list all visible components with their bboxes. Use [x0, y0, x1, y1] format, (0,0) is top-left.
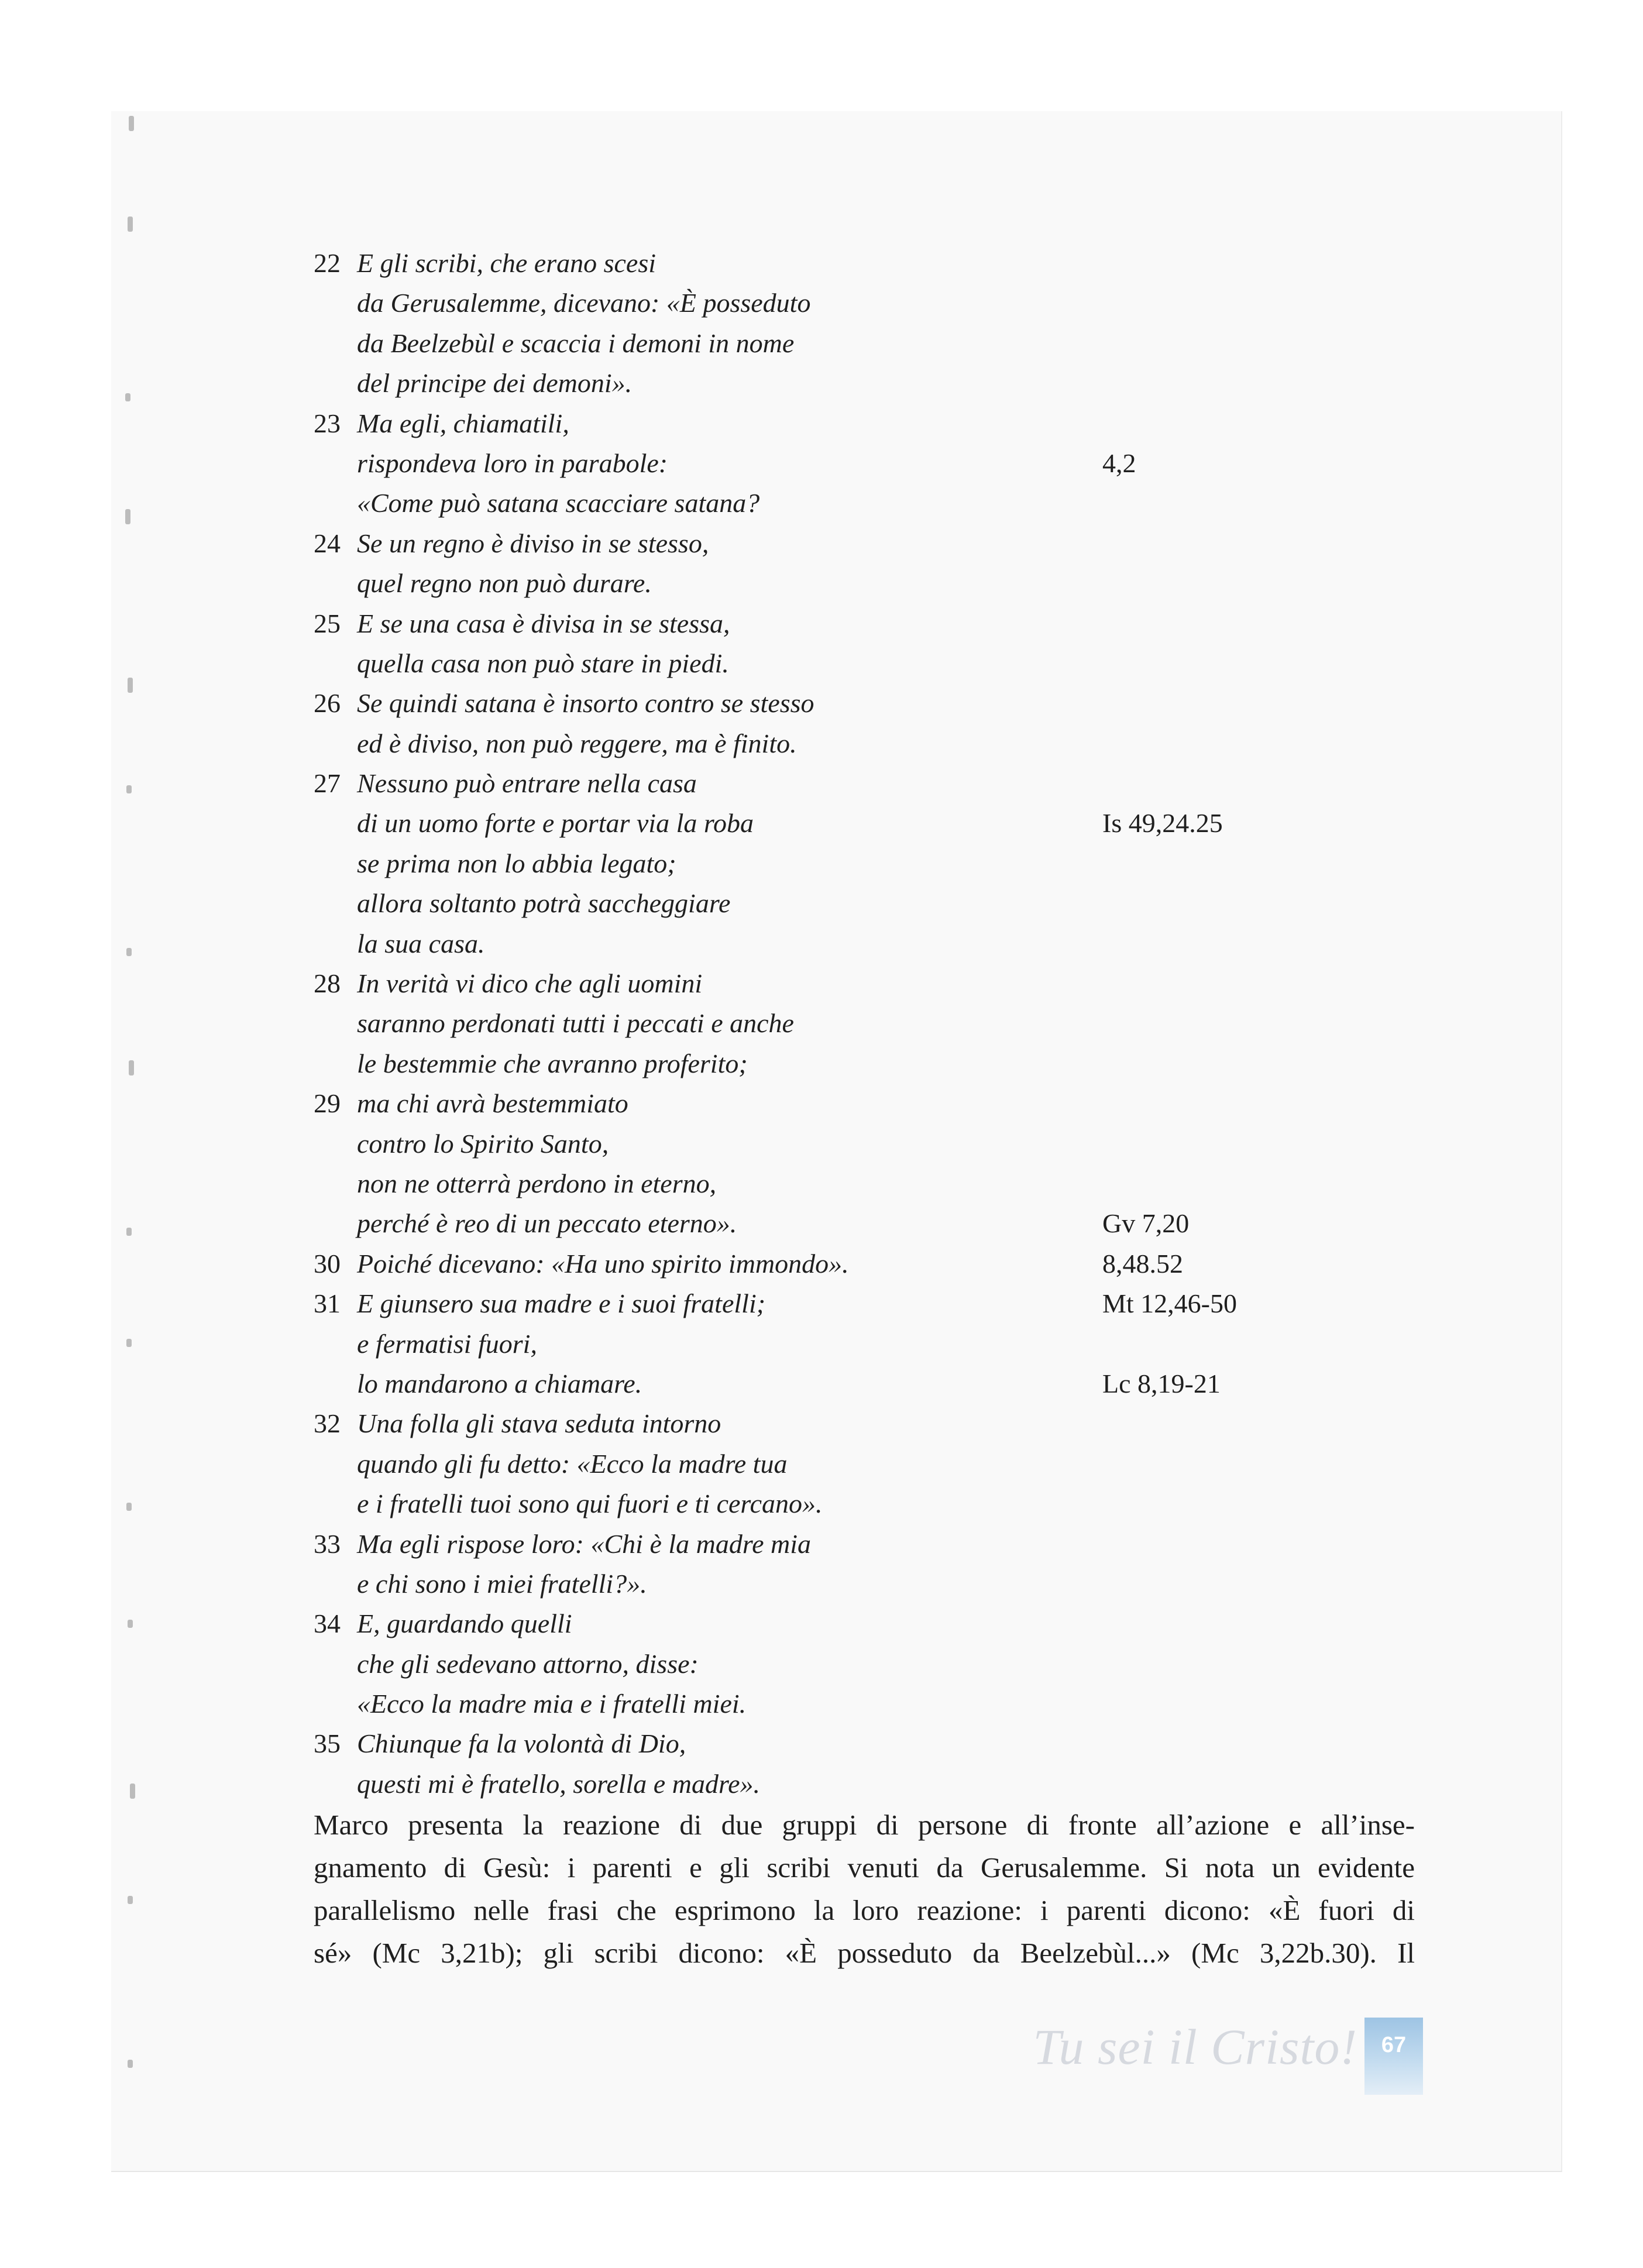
verse-text: In verità vi dico che agli uomini [357, 968, 703, 999]
verse-line [314, 243, 1308, 283]
paragraph-line: Marco presenta la reazione di due gruppi di persone di fronte all’azione e all’inse- [314, 1809, 1415, 1841]
verse-number: 23 [314, 408, 341, 438]
verse-text: Poiché dicevano: «Ha uno spirito immondo». [357, 1248, 849, 1279]
verse-line [314, 363, 1308, 403]
verse-line [314, 324, 1308, 363]
verse-line [314, 1284, 1308, 1324]
verse-text: E giunsero sua madre e i suoi fratelli; [357, 1288, 766, 1319]
verse-text: che gli sedevano attorno, disse: [357, 1648, 699, 1679]
verse-text: «Ecco la madre mia e i fratelli miei. [357, 1689, 747, 1719]
verse-line [314, 1124, 1308, 1164]
verse-line [314, 1684, 1308, 1724]
verse-text: se prima non lo abbia legato; [357, 848, 676, 878]
binding-hole [128, 1896, 133, 1904]
verse-text: contro lo Spirito Santo, [357, 1128, 609, 1159]
verse-text: Se quindi satana è insorto contro se stesso [357, 688, 814, 719]
verse-text: del principe dei demoni». [357, 368, 633, 398]
binding-hole [126, 785, 132, 793]
binding-hole [129, 116, 134, 131]
verse-line [314, 844, 1308, 884]
verse-text: e fermatisi fuori, [357, 1328, 537, 1359]
verse-text: non ne otterrà perdono in eterno, [357, 1168, 717, 1198]
verse-line [314, 524, 1308, 563]
binding-hole [125, 393, 130, 401]
verse-text: Ma egli rispose loro: «Chi è la madre mia [357, 1528, 811, 1559]
verse-text: Se un regno è diviso in se stesso, [357, 528, 709, 558]
verse-line [314, 404, 1308, 444]
verse-text: di un uomo forte e portar via la roba [357, 808, 754, 839]
verse-number: 26 [314, 688, 341, 719]
verse-text: quella casa non può stare in piedi. [357, 648, 729, 678]
cross-reference: 4,2 [1102, 448, 1136, 478]
verse-number: 25 [314, 608, 341, 638]
cross-reference: 8,48.52 [1102, 1248, 1183, 1279]
verse-number: 31 [314, 1288, 341, 1319]
verse-line [314, 1764, 1308, 1804]
verse-text: perché è reo di un peccato eterno». [357, 1208, 737, 1239]
paragraph-line: sé» (Mc 3,21b); gli scribi dicono: «È posseduto da Beelzebùl...» (Mc 3,22b.30). Il [314, 1937, 1415, 1969]
binding-hole [128, 2060, 133, 2068]
verse-text: allora soltanto potrà saccheggiare [357, 888, 731, 919]
verse-text: questi mi è fratello, sorella e madre». [357, 1768, 761, 1799]
verse-line [314, 1044, 1308, 1084]
verse-text: ma chi avrà bestemmiato [357, 1088, 628, 1119]
running-title: Tu sei il Cristo! [1033, 2019, 1357, 2075]
verse-text: E, guardando quelli [357, 1609, 572, 1639]
verse-line [314, 924, 1308, 964]
verse-line [314, 1164, 1308, 1204]
verse-text: ed è diviso, non può reggere, ma è finito. [357, 728, 797, 758]
binding-hole [126, 1339, 132, 1347]
verse-text: saranno perdonati tutti i peccati e anche [357, 1008, 794, 1039]
verse-line [314, 1364, 1308, 1404]
verse-text: E gli scribi, che erano scesi [357, 248, 656, 278]
verse-line [314, 964, 1308, 1004]
cross-reference: Lc 8,19-21 [1102, 1368, 1221, 1398]
verse-number: 34 [314, 1609, 341, 1639]
verse-text: «Come può satana scacciare satana? [357, 488, 760, 518]
verse-text: Una folla gli stava seduta intorno [357, 1408, 721, 1439]
verse-line [314, 1324, 1308, 1364]
verse-number: 28 [314, 968, 341, 999]
binding-hole [126, 1503, 132, 1511]
verse-line [314, 1724, 1308, 1764]
verse-text: quando gli fu detto: «Ecco la madre tua [357, 1448, 788, 1479]
verse-text: Nessuno può entrare nella casa [357, 768, 697, 799]
verse-line [314, 1244, 1308, 1284]
verse-text: e chi sono i miei fratelli?». [357, 1568, 647, 1599]
verse-line [314, 1484, 1308, 1524]
verse-line [314, 884, 1308, 923]
verse-line [314, 1084, 1308, 1123]
verse-text: le bestemmie che avranno proferito; [357, 1048, 748, 1078]
verse-text: da Gerusalemme, dicevano: «È posseduto [357, 288, 811, 318]
binding-hole [126, 948, 132, 956]
verse-text: la sua casa. [357, 928, 485, 958]
verse-line [314, 1564, 1308, 1604]
paragraph-line: parallelismo nelle frasi che esprimono la loro reazione: i parenti dicono: «È fuori di [314, 1894, 1415, 1926]
verse-line [314, 444, 1308, 483]
verse-number: 29 [314, 1088, 341, 1119]
verse-text: Chiunque fa la volontà di Dio, [357, 1729, 686, 1759]
verse-text: quel regno non può durare. [357, 568, 652, 599]
binding-hole [128, 1620, 133, 1628]
verse-line [314, 563, 1308, 603]
verse-text: rispondeva loro in parabole: [357, 448, 668, 478]
cross-reference: Is 49,24.25 [1102, 808, 1223, 839]
binding-hole [126, 1228, 132, 1236]
binding-hole [129, 1060, 134, 1075]
binding-hole [128, 217, 133, 232]
verse-line [314, 724, 1308, 764]
verse-text: da Beelzebùl e scaccia i demoni in nome [357, 328, 795, 358]
verse-line [314, 483, 1308, 523]
verse-number: 24 [314, 528, 341, 558]
verse-line [314, 1604, 1308, 1644]
verse-text: Ma egli, chiamatili, [357, 408, 569, 438]
verse-line [314, 644, 1308, 683]
verse-line [314, 764, 1308, 803]
page-number: 67 [1381, 2033, 1407, 2057]
binding-hole [130, 1784, 135, 1799]
verse-line [314, 1524, 1308, 1564]
verse-block [314, 243, 1308, 1804]
verse-number: 22 [314, 248, 341, 278]
binding-hole [125, 509, 130, 524]
verse-number: 30 [314, 1248, 341, 1279]
verse-line [314, 1404, 1308, 1444]
verse-text: lo mandarono a chiamare. [357, 1368, 642, 1398]
verse-text: e i fratelli tuoi sono qui fuori e ti cercano». [357, 1489, 823, 1519]
commentary-paragraph [314, 1803, 1415, 1974]
verse-number: 35 [314, 1729, 341, 1759]
cross-reference: Mt 12,46-50 [1102, 1288, 1237, 1319]
verse-line [314, 1204, 1308, 1243]
binding-holes [0, 0, 152, 2268]
verse-number: 33 [314, 1528, 341, 1559]
verse-number: 27 [314, 768, 341, 799]
verse-line [314, 1004, 1308, 1043]
paragraph-line: gnamento di Gesù: i parenti e gli scribi venuti da Gerusalemme. Si nota un evidente [314, 1851, 1415, 1884]
verse-line [314, 1644, 1308, 1684]
verse-line [314, 283, 1308, 323]
verse-line [314, 803, 1308, 843]
verse-line [314, 683, 1308, 723]
verse-line [314, 604, 1308, 644]
verse-number: 32 [314, 1408, 341, 1439]
verse-text: E se una casa è divisa in se stessa, [357, 608, 730, 638]
binding-hole [128, 678, 133, 693]
verse-line [314, 1444, 1308, 1484]
cross-reference: Gv 7,20 [1102, 1208, 1190, 1239]
